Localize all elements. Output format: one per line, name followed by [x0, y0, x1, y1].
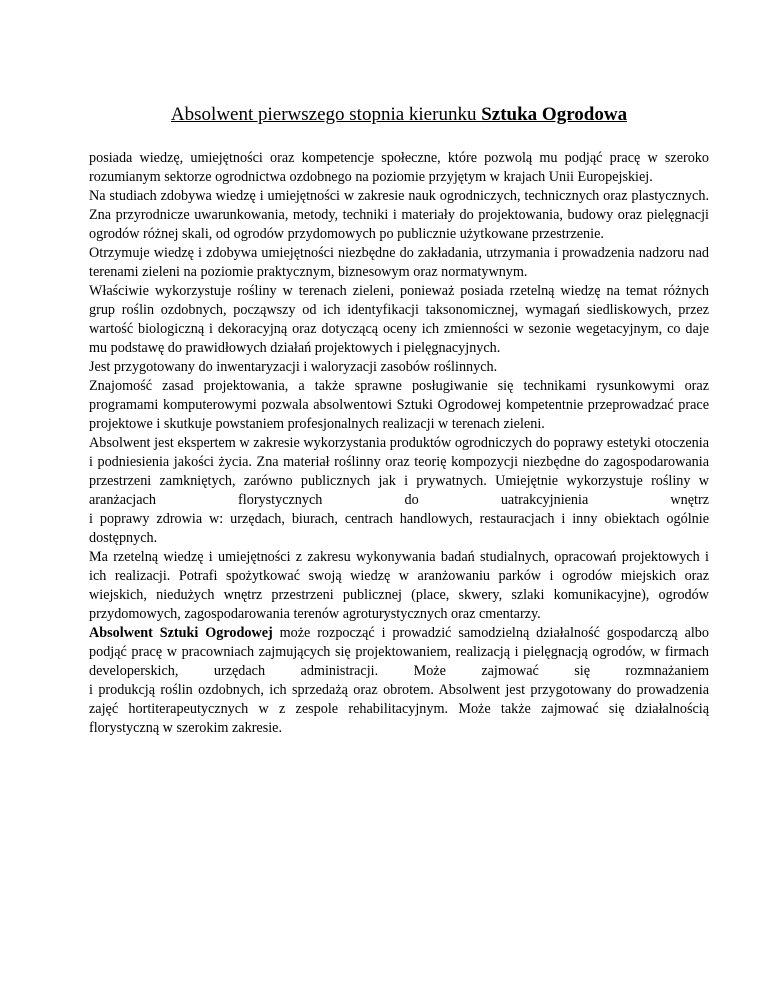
paragraph-inventory: Jest przygotowany do inwentaryzacji i waloryzacji zasobów roślinnych. [89, 359, 498, 375]
page-title [89, 102, 709, 128]
paragraph-plants: Właściwie wykorzystuje rośliny w terenach zieleni, ponieważ posiada rzetelną wiedzę na temat różnych grup roślin ozdobnych, począwszy od ich identyfikacji taksonomicznej, wymagań siedliskowych, przez wartość biologiczną i dekoracyjną oraz dotyczącą oceny ich zmienności w sezonie wegetacyjnym, co daje mu podstawę do prawidłowych działań projektowych i pielęgnacyjnych. [89, 283, 709, 356]
paragraph-research: Ma rzetelną wiedzę i umiejętności z zakresu wykonywania badań studialnych, opracowań projektowych i ich realizacji. Potrafi spożytkować swoją wiedzę w aranżowaniu parków i ogrodów miejskich oraz wiejskich, niedużych wnętrz przestrzeni publicznej (place, skwery, szlaki komunikacyjne), ogrodów przydomowych, zagospodarowania terenów agroturystycznych oraz cmentarzy. [89, 549, 709, 622]
career-emphasis: Absolwent Sztuki Ogrodowej [89, 625, 273, 641]
paragraph-studies: Na studiach zdobywa wiedzę i umiejętności w zakresie nauk ogrodniczych, technicznych oraz plastycznych. Zna przyrodnicze uwarunkowania, metody, techniki i materiały do projektowania, budowy oraz pielęgnacji ogrodów różnej skali, od ogrodów przydomowych po publicznie użytkowane przestrzenie. [89, 188, 709, 242]
paragraph-career-part-1 [89, 624, 709, 681]
paragraph-intro: posiada wiedzę, umiejętności oraz kompetencje społeczne, które pozwolą mu podjąć pracę w szeroko rozumianym sektorze ogrodnictwa ozdobnego na poziomie przyjętym w krajach Unii Europejskiej. [89, 150, 709, 185]
career-text-1: może rozpocząć i prowadzić samodzielną działalność gospodarczą albo podjąć pracę w pracowniach zajmujących się projektowaniem, realizacją i pielęgnacją ogrodów, w firmach developerskich, urzędach administracji. Może zajmować się rozmnażaniem [89, 625, 709, 679]
title-prefix: Absolwent pierwszego stopnia kierunku [170, 104, 482, 125]
paragraph-design: Znajomość zasad projektowania, a także sprawne posługiwanie się technikami rysunkowymi oraz programami komputerowymi pozwala absolwentowi Sztuki Ogrodowej kompetentnie przeprowadzać prace projektowe i skutkuje powstaniem profesjonalnych realizacji w terenach zieleni. [89, 378, 709, 432]
paragraph-expert-part-1: Absolwent jest ekspertem w zakresie wykorzystania produktów ogrodniczych do poprawy estetyki otoczenia i podniesienia jakości życia. Zna materiał roślinny oraz teorię kompozycji niezbędne do zagospodarowania przestrzeni zamkniętych, zarówno publicznych jak i prywatnych. Umiejętnie wykorzystuje rośliny w aranżacjach florystycznych do uatrakcyjnienia wnętrz [89, 435, 709, 508]
paragraph-expert-part-2: i poprawy zdrowia w: urzędach, biurach, centrach handlowych, restauracjach i inny obiektach ogólnie dostępnych. [89, 511, 709, 546]
paragraph-career-part-2: i produkcją roślin ozdobnych, ich sprzedażą oraz obrotem. Absolwent jest przygotowany do prowadzenia zajęć hortiterapeutycznych w z zespole rehabilitacyjnym. Może także zajmować się działalnością florystyczną w szerokim zakresie. [89, 682, 709, 736]
paragraph-maintenance: Otrzymuje wiedzę i zdobywa umiejętności niezbędne do zakładania, utrzymania i prowadzenia nadzoru nad terenami zieleni na poziomie praktycznym, biznesowym oraz normatywnym. [89, 245, 709, 280]
title-program-name: Sztuka Ogrodowa [481, 104, 628, 125]
document-page [89, 102, 709, 738]
